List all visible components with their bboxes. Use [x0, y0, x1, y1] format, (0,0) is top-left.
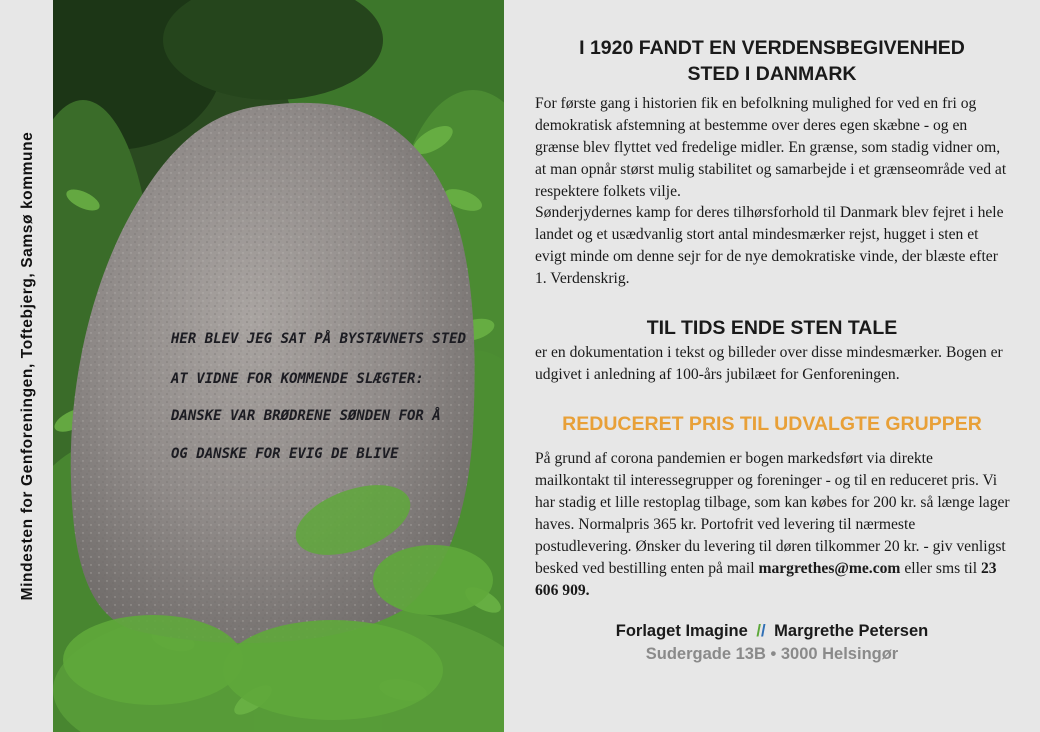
offer-text: På grund af corona pandemien er bogen markedsført via direkte mailkontakt til interessegrupper og foreninger - og til en reduceret pris. Vi har stadig et lille restoplag tilbage, som kan købes for 200 kr. så længe lager haves. Normalpris 365 kr. Portofrit ved levering til nærmeste postudlevering. Ønsker du levering til døren tilkommer 20 kr. - giv venligst besked ved bestilling enten på mail [535, 450, 1010, 577]
inscription-line-3: DANSKE VAR BRØDRENE SØNDEN FOR Å [171, 408, 441, 424]
author-name: Margrethe Petersen [774, 622, 929, 640]
main-heading [504, 35, 1040, 87]
book-title-heading: TIL TIDS ENDE STEN TALE [646, 317, 898, 339]
side-caption: Mindesten for Genforeningen, Toftebjerg, Samsø kommune [19, 131, 36, 601]
double-slash-icon: // [756, 622, 766, 640]
history-paragraph: For første gang i historien fik en befolkning mulighed for ved en fri og demokratisk afstemning at bestemme over deres egen skæbne - og en grænse blev flyttet ved fredelige midler. En grænse, som stadig vidner om, at man opnår størst mulig stabilitet og samarbejde i et grænseområde ved at respektere folkets vilje. [535, 95, 1007, 200]
inscription-line-1: HER BLEV JEG SAT PÅ BYSTÆVNETS STED [171, 331, 467, 347]
offer-paragraph [535, 448, 1010, 602]
inscription-line-2: AT VIDNE FOR KOMMENDE SLÆGTER: [171, 371, 424, 387]
book-description-paragraph: er en dokumentation i tekst og billeder over disse mindesmærker. Bogen er udgivet i anledning af 100-års jubilæet for Genforeningen. [535, 344, 1003, 383]
publisher-line [504, 622, 1040, 641]
left-strip [0, 0, 53, 732]
stone-photo-illustration [53, 0, 504, 732]
main-heading-line1: I 1920 FANDT EN VERDENSBEGIVENHED [579, 37, 965, 59]
address-line: Sudergade 13B • 3000 Helsingør [645, 645, 899, 663]
sms-text: eller sms til [900, 560, 981, 577]
inscription-line-4: OG DANSKE FOR EVIG DE BLIVE [171, 446, 399, 462]
monuments-paragraph: Sønderjydernes kamp for deres tilhørsforhold til Danmark blev fejret i hele landet og et usædvanlig stort antal mindesmærker rejst, hugget i sten et evigt minde om denne sejr for de nye demokratiske vinde, der blæste efter 1. Verdenskrig. [535, 204, 1004, 287]
memorial-stone-photo [53, 0, 504, 732]
phone-number: 23 606 909. [535, 560, 997, 599]
offer-heading: REDUCERET PRIS TIL UDVALGTE GRUPPER [562, 413, 982, 435]
text-column [504, 0, 1040, 732]
main-heading-line2: STED I DANMARK [687, 63, 857, 85]
publisher-name: Forlaget Imagine [615, 622, 748, 640]
email-link[interactable]: margrethes@me.com [758, 560, 901, 577]
